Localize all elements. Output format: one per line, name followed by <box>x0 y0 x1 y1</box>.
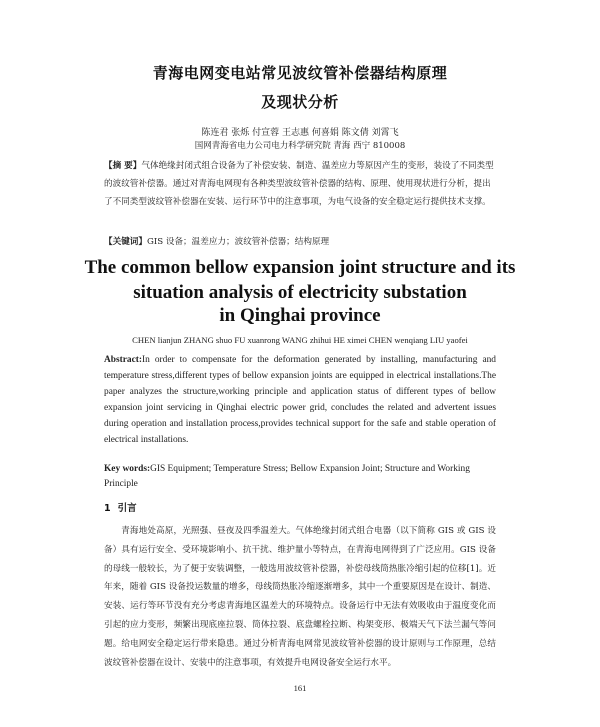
chinese-keywords-tag: 【关键词】 <box>104 237 147 247</box>
chinese-keywords-text: GIS 设备；温差应力；波纹管补偿器；结构原理 <box>146 237 330 247</box>
english-keywords-tag: Key words: <box>104 464 151 474</box>
chinese-abstract <box>104 157 496 211</box>
english-abstract <box>104 353 496 448</box>
chinese-authors: 陈连君 张烁 付宣蓉 王志惠 何喜娟 陈文倩 刘霄飞 <box>201 128 399 138</box>
chinese-abstract-tag: 【摘 要】 <box>104 161 142 171</box>
english-authors: CHEN lianjun ZHANG shuo FU xuanrong WANG zhihui HE ximei CHEN wenqiang LIU yaofei <box>132 335 468 345</box>
english-title-line-2: situation analysis of electricity substation <box>133 282 467 303</box>
english-abstract-text: In order to compensate for the deformation generated by installing, manufacturing and temperature stress,different types of bellow expansion joints are equipped in electrical installations.The paper analyzes the structure,working principle and application status of different types of bellow expansion joint servicing in Qinghai electric power grid, concludes the related and advertent issues during operation and installation process,provides technical support for the safe and stable operation of electrical installations. <box>104 355 496 445</box>
english-keywords <box>104 462 496 492</box>
english-title-line-3: in Qinghai province <box>219 305 381 326</box>
page-number: 161 <box>293 683 307 693</box>
chinese-keywords <box>104 235 496 249</box>
chinese-title-line-2: 及现状分析 <box>261 93 339 111</box>
chinese-affiliation: 国网青海省电力公司电力科学研究院 青海 西宁 810008 <box>194 141 406 151</box>
english-abstract-tag: Abstract: <box>104 355 143 365</box>
chinese-title-line-1: 青海电网变电站常见波纹管补偿器结构原理 <box>152 64 448 82</box>
section-1-heading <box>104 500 137 514</box>
english-title-line-1: The common bellow expansion joint structure and its <box>84 257 516 278</box>
section-1-body: 青海地处高原，光照强、昼夜及四季温差大。气体绝缘封闭式组合电器（以下简称 GIS 或 GIS 设备）具有运行安全、受环境影响小、抗干扰、维护量小等特点，在青海电网得到了广泛应用。GIS 设备的母线一般较长，为了便于安装调整，一般选用波纹管补偿器，补偿母线筒热胀冷缩引起的位移[1]。近年来，随着 GIS 设备投运数量的增多，母线筒热胀冷缩逐渐增多，其中一个重要原因是在设计、制造、安装、运行等环节没有充分考虑青海地区温差大的环境特点。设备运行中无法有效吸收由于温度变化而引起的应力变形，频繁出现底座拉裂、筒体拉裂、底盘螺栓拉断、构架变形、极端天气下法兰漏气等问题。给电网安全稳定运行带来隐患。通过分析青海电网常见波纹管补偿器的设计原则与工作原理，总结波纹管补偿器在设计、安装中的注意事项，有效提升电网设备安全运行水平。 <box>104 526 496 668</box>
section-1-number: 1 <box>104 503 111 514</box>
english-keywords-text: GIS Equipment; Temperature Stress; Bellow Expansion Joint; Structure and Working Principle <box>104 464 470 489</box>
chinese-abstract-text: 气体绝缘封闭式组合设备为了补偿安装、制造、温差应力等原因产生的变形，装设了不同类型的波纹管补偿器。通过对青海电网现有各种类型波纹管补偿器的结构、原理、使用现状进行分析，提出了不同类型波纹管补偿器在安装、运行环节中的注意事项，为电气设备的安全稳定运行提供技术支撑。 <box>104 161 494 207</box>
section-1-title: 引言 <box>117 503 137 514</box>
